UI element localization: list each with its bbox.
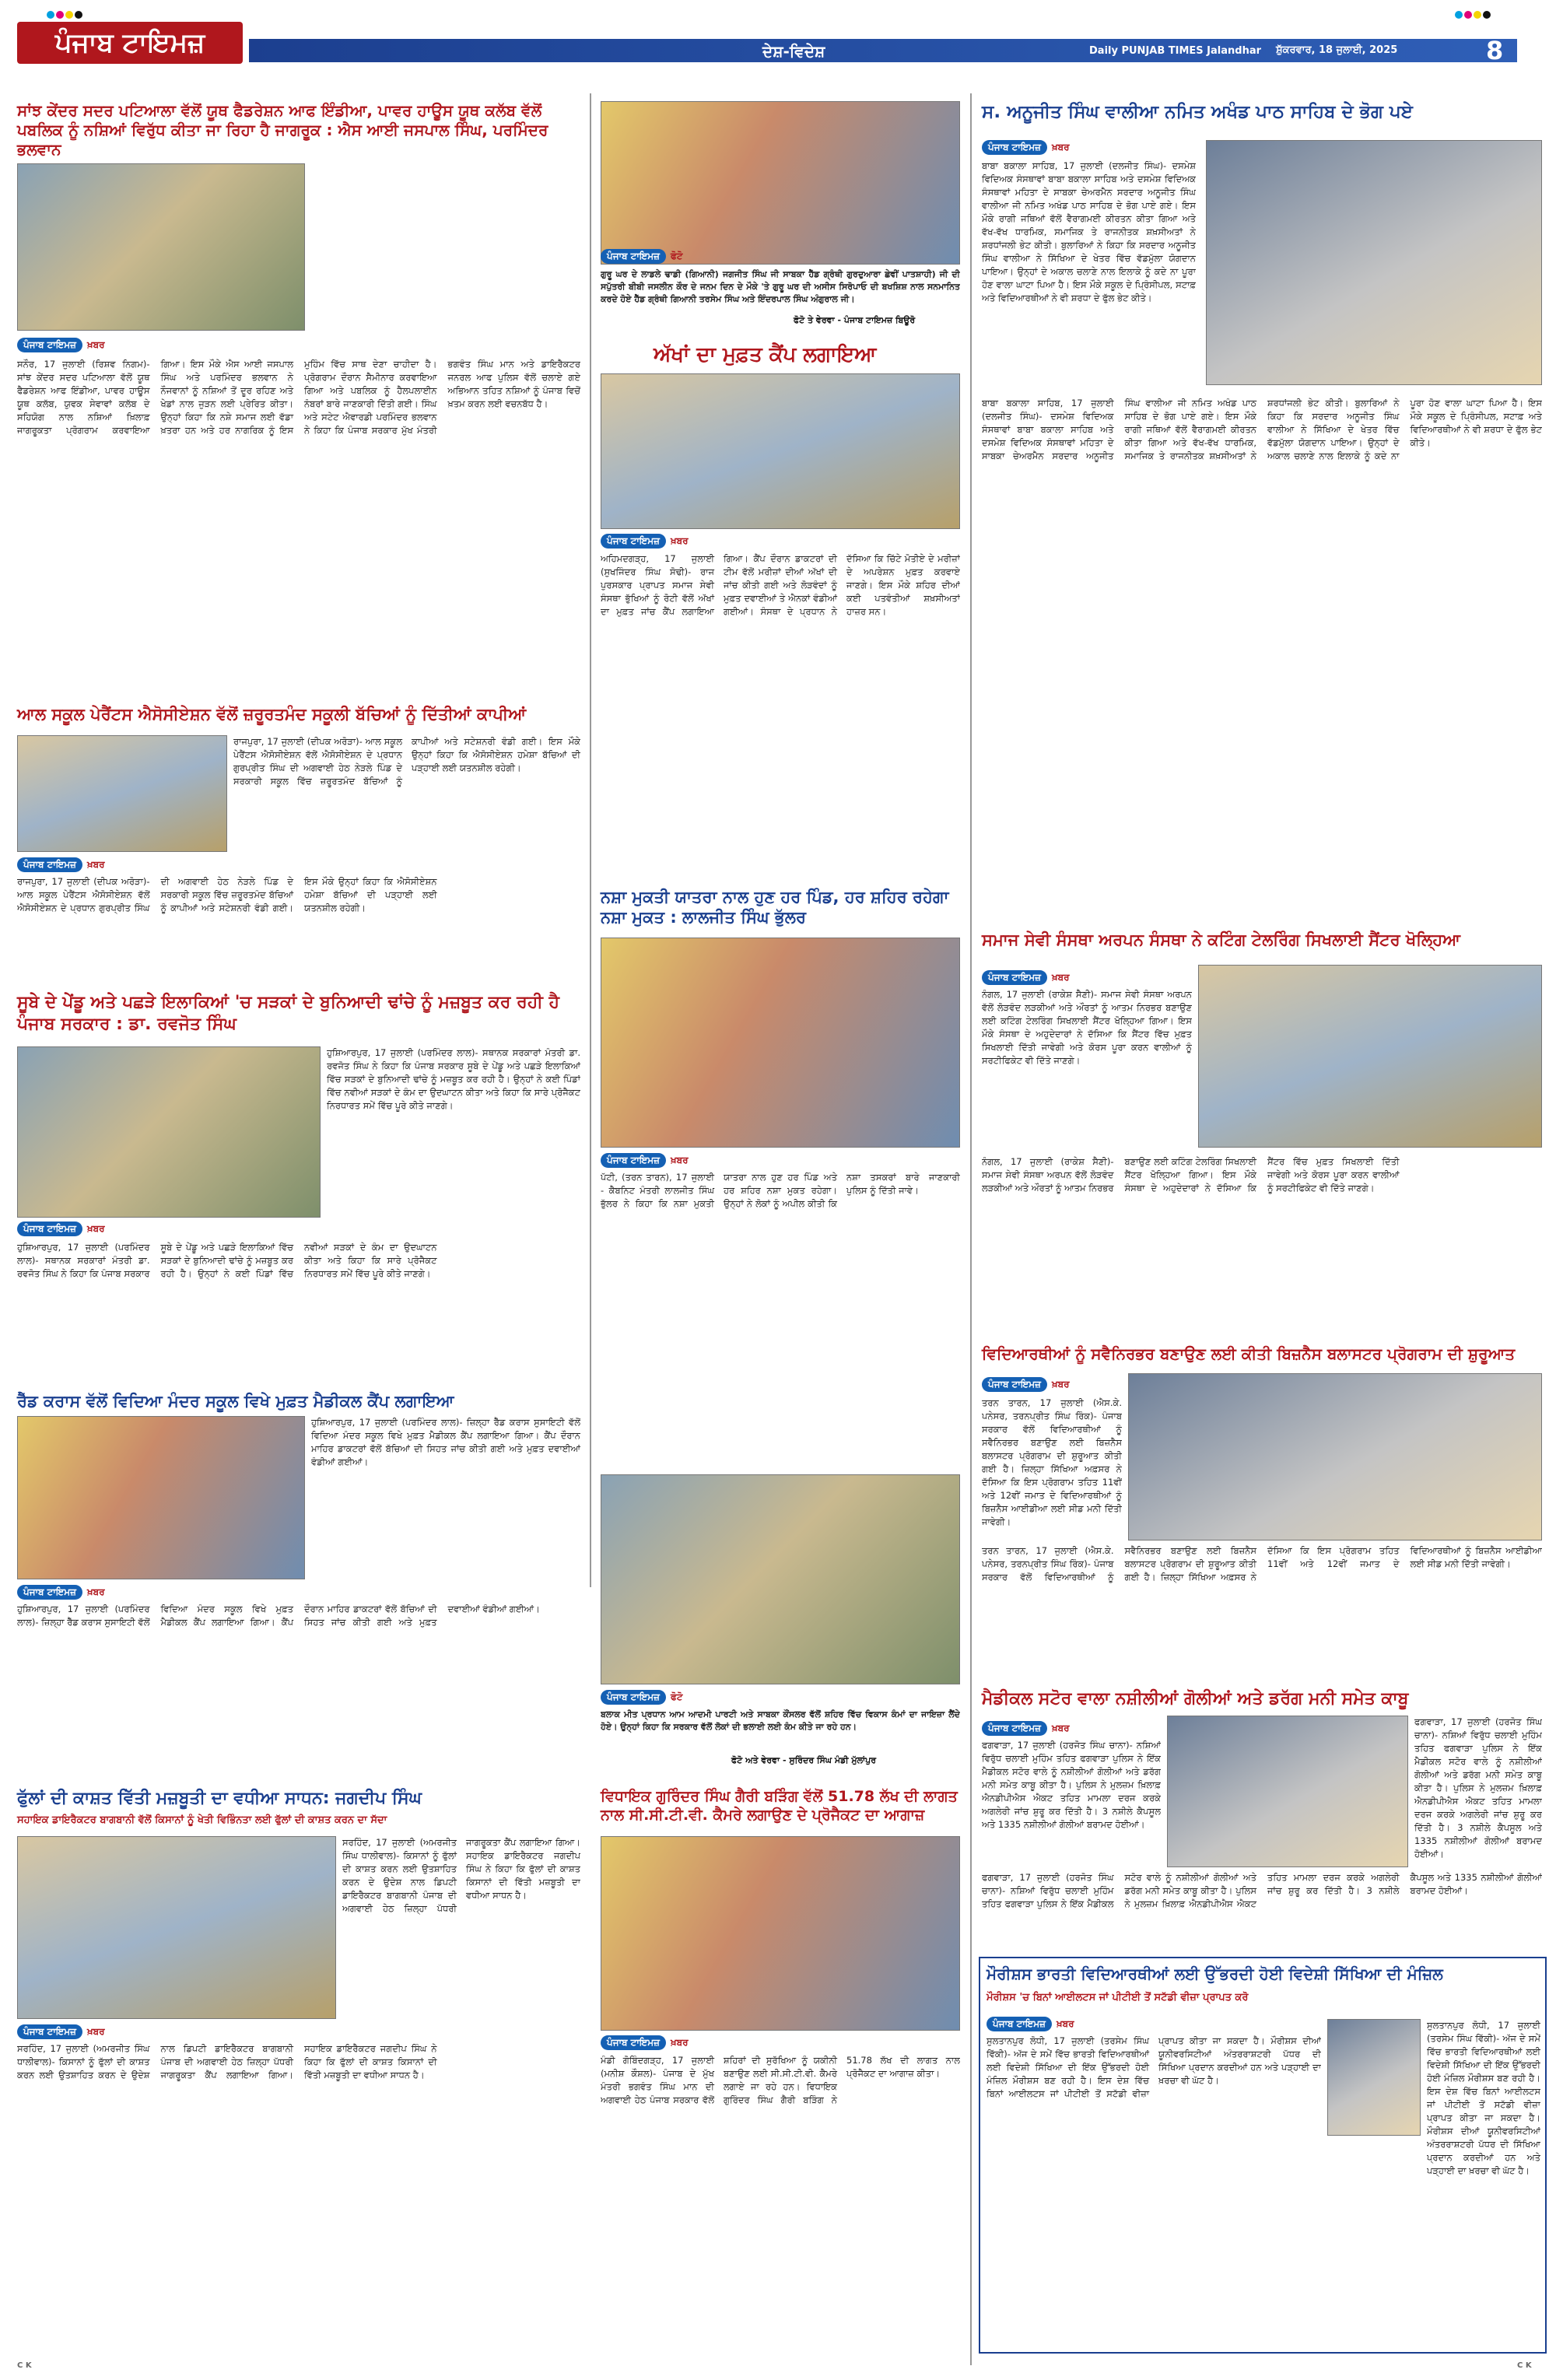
- article-photo: [17, 1416, 305, 1579]
- article-headline: ਵਿਦਿਆਰਥੀਆਂ ਨੂੰ ਸਵੈਨਿਰਭਰ ਬਣਾਉਣ ਲਈ ਕੀਤੀ ਬਿਜ਼ਨੈਸ ਬਲਾਸਟਰ ਪ੍ਰੋਗਰਾਮ ਦੀ ਸ਼ੁਰੂਆਤ: [982, 1344, 1516, 1363]
- article-photo: [1198, 965, 1542, 1148]
- article-headline: ਸ. ਅਨੂਜੀਤ ਸਿੰਘ ਵਾਲੀਆ ਨਮਿਤ ਅਖੰਡ ਪਾਠ ਸਾਹਿਬ ਦੇ ਭੋਗ ਪਏ: [982, 102, 1413, 122]
- byline-khabar: ਖ਼ਬਰ: [86, 1586, 105, 1597]
- byline-badge: ਪੰਜਾਬ ਟਾਇਮਜ਼: [601, 1690, 666, 1705]
- article-body-continued: ਸੁਲਤਾਨਪੁਰ ਲੋਧੀ, 17 ਜੁਲਾਈ (ਤਰਸੇਮ ਸਿੰਘ ਵਿੱਕੀ)- ਅੱਜ ਦੇ ਸਮੇਂ ਵਿੱਚ ਭਾਰਤੀ ਵਿਦਿਆਰਥੀਆਂ ਲਈ ਵਿਦੇਸ਼ੀ ਸਿੱਖਿਆ ਦੀ ਇੱਕ ਉੱਭਰਦੀ ਹੋਈ ਮੰਜ਼ਿਲ ਮੌਰੀਸ਼ਸ ਬਣ ਰਹੀ ਹੈ। ਇਸ ਦੇਸ਼ ਵਿੱਚ ਬਿਨਾਂ ਆਈਲਟਸ ਜਾਂ ਪੀਟੀਈ ਤੋਂ ਸਟੱਡੀ ਵੀਜ਼ਾ ਪ੍ਰਾਪਤ ਕੀਤਾ ਜਾ ਸਕਦਾ ਹੈ। ਮੌਰੀਸ਼ਸ ਦੀਆਂ ਯੂਨੀਵਰਸਿਟੀਆਂ ਅੰਤਰਰਾਸ਼ਟਰੀ ਪੱਧਰ ਦੀ ਸਿੱਖਿਆ ਪ੍ਰਦਾਨ ਕਰਦੀਆਂ ਹਨ ਅਤੇ ਪੜ੍ਹਾਈ ਦਾ ਖ਼ਰਚਾ ਵੀ ਘੱਟ ਹੈ।: [1427, 2020, 1540, 2176]
- byline-badge: ਪੰਜਾਬ ਟਾਇਮਜ਼: [17, 2024, 82, 2039]
- masthead-logo: [17, 22, 243, 64]
- section-title: ਦੇਸ਼-ਵਿਦੇਸ਼: [762, 42, 825, 61]
- article-subheadline: ਸਹਾਇਕ ਡਾਇਰੈਕਟਰ ਬਾਗਬਾਨੀ ਵੱਲੋਂ ਕਿਸਾਨਾਂ ਨੂੰ ਖੇਤੀ ਵਿਭਿੰਨਤਾ ਲਈ ਫੁੱਲਾਂ ਦੀ ਕਾਸ਼ਤ ਕਰਨ ਦਾ ਸੱਦਾ: [17, 1814, 387, 1826]
- byline-khabar: ਖ਼ਬਰ: [1051, 1378, 1070, 1390]
- byline-badge: ਪੰਜਾਬ ਟਾਇਮਜ਼: [982, 1721, 1047, 1736]
- byline-badge: ਪੰਜਾਬ ਟਾਇਮਜ਼: [601, 1153, 666, 1168]
- article-photo: [17, 163, 305, 331]
- article-headline: ਅੱਖਾਂ ਦਾ ਮੁਫ਼ਤ ਕੈਂਪ ਲਗਾਇਆ: [654, 343, 877, 366]
- cmyk-marks-right: [1455, 11, 1491, 19]
- byline-khabar: ਖ਼ਬਰ: [86, 338, 105, 350]
- byline-badge: ਪੰਜਾਬ ਟਾਇਮਜ਼: [601, 2035, 666, 2050]
- byline-badge: ਪੰਜਾਬ ਟਾਇਮਜ਼: [17, 338, 82, 352]
- article-body: ਰਾਜਪੁਰਾ, 17 ਜੁਲਾਈ (ਦੀਪਕ ਅਰੋੜਾ)- ਆਲ ਸਕੂਲ ਪੇਰੈਂਟਸ ਐਸੋਸੀਏਸ਼ਨ ਵੱਲੋਂ ਐਸੋਸੀਏਸ਼ਨ ਦੇ ਪ੍ਰਧਾਨ ਗੁਰਪ੍ਰੀਤ ਸਿੰਘ ਦੀ ਅਗਵਾਈ ਹੇਠ ਨੇੜਲੇ ਪਿੰਡ ਦੇ ਸਰਕਾਰੀ ਸਕੂਲ ਵਿੱਚ ਜ਼ਰੂਰਤਮੰਦ ਬੱਚਿਆਂ ਨੂੰ ਕਾਪੀਆਂ ਅਤੇ ਸਟੇਸ਼ਨਰੀ ਵੰਡੀ ਗਈ। ਇਸ ਮੌਕੇ ਉਨ੍ਹਾਂ ਕਿਹਾ ਕਿ ਐਸੋਸੀਏਸ਼ਨ ਹਮੇਸ਼ਾ ਬੱਚਿਆਂ ਦੀ ਪੜ੍ਹਾਈ ਲਈ ਯਤਨਸ਼ੀਲ ਰਹੇਗੀ।: [233, 736, 580, 787]
- article-body: ਨੰਗਲ, 17 ਜੁਲਾਈ (ਰਾਕੇਸ਼ ਸੈਣੀ)- ਸਮਾਜ ਸੇਵੀ ਸੰਸਥਾ ਅਰਪਨ ਵੱਲੋਂ ਲੋੜਵੰਦ ਲੜਕੀਆਂ ਅਤੇ ਔਰਤਾਂ ਨੂੰ ਆਤਮ ਨਿਰਭਰ ਬਣਾਉਣ ਲਈ ਕਟਿੰਗ ਟੇਲਰਿੰਗ ਸਿਖਲਾਈ ਸੈਂਟਰ ਖੋਲ੍ਹਿਆ ਗਿਆ। ਇਸ ਮੌਕੇ ਸੰਸਥਾ ਦੇ ਅਹੁਦੇਦਾਰਾਂ ਨੇ ਦੱਸਿਆ ਕਿ ਸੈਂਟਰ ਵਿੱਚ ਮੁਫ਼ਤ ਸਿਖਲਾਈ ਦਿੱਤੀ ਜਾਵੇਗੀ ਅਤੇ ਕੋਰਸ ਪੂਰਾ ਕਰਨ ਵਾਲੀਆਂ ਨੂੰ ਸਰਟੀਫਿਕੇਟ ਵੀ ਦਿੱਤੇ ਜਾਣਗੇ।: [982, 989, 1192, 1066]
- article-body-continued: ਰਾਜਪੁਰਾ, 17 ਜੁਲਾਈ (ਦੀਪਕ ਅਰੋੜਾ)- ਆਲ ਸਕੂਲ ਪੇਰੈਂਟਸ ਐਸੋਸੀਏਸ਼ਨ ਵੱਲੋਂ ਐਸੋਸੀਏਸ਼ਨ ਦੇ ਪ੍ਰਧਾਨ ਗੁਰਪ੍ਰੀਤ ਸਿੰਘ ਦੀ ਅਗਵਾਈ ਹੇਠ ਨੇੜਲੇ ਪਿੰਡ ਦੇ ਸਰਕਾਰੀ ਸਕੂਲ ਵਿੱਚ ਜ਼ਰੂਰਤਮੰਦ ਬੱਚਿਆਂ ਨੂੰ ਕਾਪੀਆਂ ਅਤੇ ਸਟੇਸ਼ਨਰੀ ਵੰਡੀ ਗਈ। ਇਸ ਮੌਕੇ ਉਨ੍ਹਾਂ ਕਿਹਾ ਕਿ ਐਸੋਸੀਏਸ਼ਨ ਹਮੇਸ਼ਾ ਬੱਚਿਆਂ ਦੀ ਪੜ੍ਹਾਈ ਲਈ ਯਤਨਸ਼ੀਲ ਰਹੇਗੀ।: [17, 876, 437, 913]
- article-body: ਹੁਸ਼ਿਆਰਪੁਰ, 17 ਜੁਲਾਈ (ਪਰਮਿੰਦਰ ਲਾਲ)- ਸਥਾਨਕ ਸਰਕਾਰਾਂ ਮੰਤਰੀ ਡਾ. ਰਵਜੋਤ ਸਿੰਘ ਨੇ ਕਿਹਾ ਕਿ ਪੰਜਾਬ ਸਰਕਾਰ ਸੂਬੇ ਦੇ ਪੇਂਡੂ ਅਤੇ ਪਛੜੇ ਇਲਾਕਿਆਂ ਵਿੱਚ ਸੜਕਾਂ ਦੇ ਬੁਨਿਆਦੀ ਢਾਂਚੇ ਨੂੰ ਮਜ਼ਬੂਤ ਕਰ ਰਹੀ ਹੈ। ਉਨ੍ਹਾਂ ਨੇ ਕਈ ਪਿੰਡਾਂ ਵਿੱਚ ਨਵੀਆਂ ਸੜਕਾਂ ਦੇ ਕੰਮ ਦਾ ਉਦਘਾਟਨ ਕੀਤਾ ਅਤੇ ਕਿਹਾ ਕਿ ਸਾਰੇ ਪ੍ਰੋਜੈਕਟ ਨਿਰਧਾਰਤ ਸਮੇਂ ਵਿੱਚ ਪੂਰੇ ਕੀਤੇ ਜਾਣਗੇ।: [327, 1047, 580, 1111]
- person-photo: [1327, 2019, 1421, 2136]
- article-photo: [1206, 140, 1542, 385]
- article-photo: [1128, 1373, 1542, 1541]
- article-headline: ਸਾਂਝ ਕੇਂਦਰ ਸਦਰ ਪਟਿਆਲਾ ਵੱਲੋਂ ਯੂਥ ਫੈਡਰੇਸ਼ਨ ਆਫ ਇੰਡੀਆ, ਪਾਵਰ ਹਾਊਸ ਯੂਥ ਕਲੱਬ ਵੱਲੋਂ ਪਬਲਿਕ ਨੂੰ ਨਸ਼ਿਆਂ ਵਿਰੁੱਧ ਕੀਤਾ ਜਾ ਰਿਹਾ ਹੈ ਜਾਗਰੂਕ : ਐਸ ਆਈ ਜਸਪਾਲ ਸਿੰਘ, ਪਰਮਿੰਦਰ ਭਲਵਾਨ: [17, 101, 548, 159]
- byline-khabar: ਖ਼ਬਰ: [1051, 971, 1070, 983]
- byline-badge: ਪੰਜਾਬ ਟਾਇਮਜ਼: [17, 1222, 82, 1236]
- article-body-continued: ਤਰਨ ਤਾਰਨ, 17 ਜੁਲਾਈ (ਐਸ.ਕੇ. ਪਨੇਸਰ, ਤਰਨਪ੍ਰੀਤ ਸਿੰਘ ਰਿੰਕ)- ਪੰਜਾਬ ਸਰਕਾਰ ਵੱਲੋਂ ਵਿਦਿਆਰਥੀਆਂ ਨੂੰ ਸਵੈਨਿਰਭਰ ਬਣਾਉਣ ਲਈ ਬਿਜ਼ਨੈਸ ਬਲਾਸਟਰ ਪ੍ਰੋਗਰਾਮ ਦੀ ਸ਼ੁਰੂਆਤ ਕੀਤੀ ਗਈ ਹੈ। ਜ਼ਿਲ੍ਹਾ ਸਿੱਖਿਆ ਅਫ਼ਸਰ ਨੇ ਦੱਸਿਆ ਕਿ ਇਸ ਪ੍ਰੋਗਰਾਮ ਤਹਿਤ 11ਵੀਂ ਅਤੇ 12ਵੀਂ ਜਮਾਤ ਦੇ ਵਿਦਿਆਰਥੀਆਂ ਨੂੰ ਬਿਜ਼ਨੈਸ ਆਈਡੀਆ ਲਈ ਸੀਡ ਮਨੀ ਦਿੱਤੀ ਜਾਵੇਗੀ।: [982, 1545, 1542, 1583]
- byline-badge: ਪੰਜਾਬ ਟਾਇਮਜ਼: [17, 1585, 82, 1600]
- article-body: ਅਹਿਮਦਗੜ੍ਹ, 17 ਜੁਲਾਈ (ਸੁਖਜਿੰਦਰ ਸਿੰਘ ਸੋਢੀ)- ਰਾਜ ਪੁਰਸਕਾਰ ਪ੍ਰਾਪਤ ਸਮਾਜ ਸੇਵੀ ਸੰਸਥਾ ਭੁੱਖਿਆਂ ਨੂੰ ਰੋਟੀ ਵੱਲੋਂ ਅੱਖਾਂ ਦਾ ਮੁਫ਼ਤ ਜਾਂਚ ਕੈਂਪ ਲਗਾਇਆ ਗਿਆ। ਕੈਂਪ ਦੌਰਾਨ ਡਾਕਟਰਾਂ ਦੀ ਟੀਮ ਵੱਲੋਂ ਮਰੀਜ਼ਾਂ ਦੀਆਂ ਅੱਖਾਂ ਦੀ ਜਾਂਚ ਕੀਤੀ ਗਈ ਅਤੇ ਲੋੜਵੰਦਾਂ ਨੂੰ ਮੁਫ਼ਤ ਦਵਾਈਆਂ ਤੇ ਐਨਕਾਂ ਵੰਡੀਆਂ ਗਈਆਂ। ਸੰਸਥਾ ਦੇ ਪ੍ਰਧਾਨ ਨੇ ਦੱਸਿਆ ਕਿ ਚਿੱਟੇ ਮੋਤੀਏ ਦੇ ਮਰੀਜ਼ਾਂ ਦੇ ਅਪਰੇਸ਼ਨ ਮੁਫ਼ਤ ਕਰਵਾਏ ਜਾਣਗੇ। ਇਸ ਮੌਕੇ ਸ਼ਹਿਰ ਦੀਆਂ ਕਈ ਪਤਵੰਤੀਆਂ ਸ਼ਖ਼ਸੀਅਤਾਂ ਹਾਜ਼ਰ ਸਨ।: [601, 553, 960, 617]
- byline-tag: [601, 2034, 748, 2051]
- article-photo: [601, 1836, 960, 2031]
- byline-badge: ਪੰਜਾਬ ਟਾਇਮਜ਼: [601, 249, 666, 264]
- byline-tag: [601, 532, 748, 549]
- article-photo: [1167, 1716, 1408, 1867]
- article-photo: [601, 938, 960, 1148]
- column-rule: [590, 93, 591, 1587]
- article-body: ਸੁਲਤਾਨਪੁਰ ਲੋਧੀ, 17 ਜੁਲਾਈ (ਤਰਸੇਮ ਸਿੰਘ ਵਿੱਕੀ)- ਅੱਜ ਦੇ ਸਮੇਂ ਵਿੱਚ ਭਾਰਤੀ ਵਿਦਿਆਰਥੀਆਂ ਲਈ ਵਿਦੇਸ਼ੀ ਸਿੱਖਿਆ ਦੀ ਇੱਕ ਉੱਭਰਦੀ ਹੋਈ ਮੰਜ਼ਿਲ ਮੌਰੀਸ਼ਸ ਬਣ ਰਹੀ ਹੈ। ਇਸ ਦੇਸ਼ ਵਿੱਚ ਬਿਨਾਂ ਆਈਲਟਸ ਜਾਂ ਪੀਟੀਈ ਤੋਂ ਸਟੱਡੀ ਵੀਜ਼ਾ ਪ੍ਰਾਪਤ ਕੀਤਾ ਜਾ ਸਕਦਾ ਹੈ। ਮੌਰੀਸ਼ਸ ਦੀਆਂ ਯੂਨੀਵਰਸਿਟੀਆਂ ਅੰਤਰਰਾਸ਼ਟਰੀ ਪੱਧਰ ਦੀ ਸਿੱਖਿਆ ਪ੍ਰਦਾਨ ਕਰਦੀਆਂ ਹਨ ਅਤੇ ਪੜ੍ਹਾਈ ਦਾ ਖ਼ਰਚਾ ਵੀ ਘੱਟ ਹੈ।: [987, 2035, 1321, 2099]
- article-body-continued: ਸਰਹਿੰਦ, 17 ਜੁਲਾਈ (ਅਮਰਜੀਤ ਸਿੰਘ ਧਾਲੀਵਾਲ)- ਕਿਸਾਨਾਂ ਨੂੰ ਫੁੱਲਾਂ ਦੀ ਕਾਸ਼ਤ ਕਰਨ ਲਈ ਉਤਸ਼ਾਹਿਤ ਕਰਨ ਦੇ ਉਦੇਸ਼ ਨਾਲ ਡਿਪਟੀ ਡਾਇਰੈਕਟਰ ਬਾਗਬਾਨੀ ਪੰਜਾਬ ਦੀ ਅਗਵਾਈ ਹੇਠ ਜ਼ਿਲ੍ਹਾ ਪੱਧਰੀ ਜਾਗਰੂਕਤਾ ਕੈਂਪ ਲਗਾਇਆ ਗਿਆ। ਸਹਾਇਕ ਡਾਇਰੈਕਟਰ ਜਗਦੀਪ ਸਿੰਘ ਨੇ ਕਿਹਾ ਕਿ ਫੁੱਲਾਂ ਦੀ ਕਾਸ਼ਤ ਕਿਸਾਨਾਂ ਦੀ ਵਿੱਤੀ ਮਜ਼ਬੂਤੀ ਦਾ ਵਧੀਆ ਸਾਧਨ ਹੈ।: [17, 2043, 437, 2080]
- article-body: ਸਰਹਿੰਦ, 17 ਜੁਲਾਈ (ਅਮਰਜੀਤ ਸਿੰਘ ਧਾਲੀਵਾਲ)- ਕਿਸਾਨਾਂ ਨੂੰ ਫੁੱਲਾਂ ਦੀ ਕਾਸ਼ਤ ਕਰਨ ਲਈ ਉਤਸ਼ਾਹਿਤ ਕਰਨ ਦੇ ਉਦੇਸ਼ ਨਾਲ ਡਿਪਟੀ ਡਾਇਰੈਕਟਰ ਬਾਗਬਾਨੀ ਪੰਜਾਬ ਦੀ ਅਗਵਾਈ ਹੇਠ ਜ਼ਿਲ੍ਹਾ ਪੱਧਰੀ ਜਾਗਰੂਕਤਾ ਕੈਂਪ ਲਗਾਇਆ ਗਿਆ। ਸਹਾਇਕ ਡਾਇਰੈਕਟਰ ਜਗਦੀਪ ਸਿੰਘ ਨੇ ਕਿਹਾ ਕਿ ਫੁੱਲਾਂ ਦੀ ਕਾਸ਼ਤ ਕਿਸਾਨਾਂ ਦੀ ਵਿੱਤੀ ਮਜ਼ਬੂਤੀ ਦਾ ਵਧੀਆ ਸਾਧਨ ਹੈ।: [342, 1837, 580, 1914]
- article-photo: [601, 101, 960, 265]
- byline-badge: ਪੰਜਾਬ ਟਾਇਮਜ਼: [987, 2017, 1052, 2031]
- article-body-continued: ਬਾਬਾ ਬਕਾਲਾ ਸਾਹਿਬ, 17 ਜੁਲਾਈ (ਦਲਜੀਤ ਸਿੰਘ)- ਦਸਮੇਸ਼ ਵਿਦਿਅਕ ਸੰਸਥਾਵਾਂ ਬਾਬਾ ਬਕਾਲਾ ਸਾਹਿਬ ਅਤੇ ਦਸਮੇਸ਼ ਵਿਦਿਅਕ ਸੰਸਥਾਵਾਂ ਮਹਿਤਾ ਦੇ ਸਾਬਕਾ ਚੇਅਰਮੈਨ ਸਰਦਾਰ ਅਨੂਜੀਤ ਸਿੰਘ ਵਾਲੀਆ ਜੀ ਨਮਿਤ ਅਖੰਡ ਪਾਠ ਸਾਹਿਬ ਦੇ ਭੋਗ ਪਾਏ ਗਏ। ਇਸ ਮੌਕੇ ਰਾਗੀ ਜਥਿਆਂ ਵੱਲੋਂ ਵੈਰਾਗਮਈ ਕੀਰਤਨ ਕੀਤਾ ਗਿਆ ਅਤੇ ਵੱਖ-ਵੱਖ ਧਾਰਮਿਕ, ਸਮਾਜਿਕ ਤੇ ਰਾਜਨੀਤਕ ਸ਼ਖ਼ਸੀਅਤਾਂ ਨੇ ਸ਼ਰਧਾਂਜਲੀ ਭੇਟ ਕੀਤੀ। ਬੁਲਾਰਿਆਂ ਨੇ ਕਿਹਾ ਕਿ ਸਰਦਾਰ ਅਨੂਜੀਤ ਸਿੰਘ ਵਾਲੀਆ ਨੇ ਸਿੱਖਿਆ ਦੇ ਖੇਤਰ ਵਿੱਚ ਵੱਡਮੁੱਲਾ ਯੋਗਦਾਨ ਪਾਇਆ। ਉਨ੍ਹਾਂ ਦੇ ਅਕਾਲ ਚਲਾਣੇ ਨਾਲ ਇਲਾਕੇ ਨੂੰ ਕਦੇ ਨਾ ਪੂਰਾ ਹੋਣ ਵਾਲਾ ਘਾਟਾ ਪਿਆ ਹੈ। ਇਸ ਮੌਕੇ ਸਕੂਲ ਦੇ ਪ੍ਰਿੰਸੀਪਲ, ਸਟਾਫ਼ ਅਤੇ ਵਿਦਿਆਰਥੀਆਂ ਨੇ ਵੀ ਸ਼ਰਧਾ ਦੇ ਫੁੱਲ ਭੇਟ ਕੀਤੇ।: [982, 398, 1542, 461]
- header-bar: [0, 0, 1556, 67]
- article-body: ਪੱਟੀ, (ਤਰਨ ਤਾਰਨ), 17 ਜੁਲਾਈ - ਕੈਬਨਿਟ ਮੰਤਰੀ ਲਾਲਜੀਤ ਸਿੰਘ ਭੁੱਲਰ ਨੇ ਕਿਹਾ ਕਿ ਨਸ਼ਾ ਮੁਕਤੀ ਯਾਤਰਾ ਨਾਲ ਹੁਣ ਹਰ ਪਿੰਡ ਅਤੇ ਹਰ ਸ਼ਹਿਰ ਨਸ਼ਾ ਮੁਕਤ ਰਹੇਗਾ। ਉਨ੍ਹਾਂ ਨੇ ਲੋਕਾਂ ਨੂੰ ਅਪੀਲ ਕੀਤੀ ਕਿ ਨਸ਼ਾ ਤਸਕਰਾਂ ਬਾਰੇ ਜਾਣਕਾਰੀ ਪੁਲਿਸ ਨੂੰ ਦਿੱਤੀ ਜਾਵੇ।: [601, 1172, 960, 1209]
- article-body: ਸਨੌਰ, 17 ਜੁਲਾਈ (ਰਿਸ਼ਵ ਨਿਗਮ)- ਸਾਂਝ ਕੇਂਦਰ ਸਦਰ ਪਟਿਆਲਾ ਵੱਲੋਂ ਯੂਥ ਫੈਡਰੇਸ਼ਨ ਆਫ ਇੰਡੀਆ, ਪਾਵਰ ਹਾਊਸ ਯੂਥ ਕਲੱਬ, ਯੁਵਕ ਸੇਵਾਵਾਂ ਕਲੱਬ ਦੇ ਸਹਿਯੋਗ ਨਾਲ ਨਸ਼ਿਆਂ ਖ਼ਿਲਾਫ਼ ਜਾਗਰੂਕਤਾ ਪ੍ਰੋਗਰਾਮ ਕਰਵਾਇਆ ਗਿਆ। ਇਸ ਮੌਕੇ ਐਸ ਆਈ ਜਸਪਾਲ ਸਿੰਘ ਅਤੇ ਪਰਮਿੰਦਰ ਭਲਵਾਨ ਨੇ ਨੌਜਵਾਨਾਂ ਨੂੰ ਨਸ਼ਿਆਂ ਤੋਂ ਦੂਰ ਰਹਿਣ ਅਤੇ ਖੇਡਾਂ ਨਾਲ ਜੁੜਨ ਲਈ ਪ੍ਰੇਰਿਤ ਕੀਤਾ। ਉਨ੍ਹਾਂ ਕਿਹਾ ਕਿ ਨਸ਼ੇ ਸਮਾਜ ਲਈ ਵੱਡਾ ਖ਼ਤਰਾ ਹਨ ਅਤੇ ਹਰ ਨਾਗਰਿਕ ਨੂੰ ਇਸ ਮੁਹਿੰਮ ਵਿੱਚ ਸਾਥ ਦੇਣਾ ਚਾਹੀਦਾ ਹੈ। ਪ੍ਰੋਗਰਾਮ ਦੌਰਾਨ ਸੈਮੀਨਾਰ ਕਰਵਾਇਆ ਗਿਆ ਅਤੇ ਪਬਲਿਕ ਨੂੰ ਹੈਲਪਲਾਈਨ ਨੰਬਰਾਂ ਬਾਰੇ ਜਾਣਕਾਰੀ ਦਿੱਤੀ ਗਈ। ਸਿੰਘ ਅਤੇ ਸਟੇਟ ਐਵਾਰਡੀ ਪਰਮਿੰਦਰ ਭਲਵਾਨ ਨੇ ਕਿਹਾ ਕਿ ਪੰਜਾਬ ਸਰਕਾਰ ਮੁੱਖ ਮੰਤਰੀ ਭਗਵੰਤ ਸਿੰਘ ਮਾਨ ਅਤੇ ਡਾਇਰੈਕਟਰ ਜਨਰਲ ਆਫ ਪੁਲਿਸ ਵੱਲੋਂ ਚਲਾਏ ਗਏ ਅਭਿਆਨ ਤਹਿਤ ਨਸ਼ਿਆਂ ਨੂੰ ਪੰਜਾਬ ਵਿਚੋਂ ਖ਼ਤਮ ਕਰਨ ਲਈ ਵਚਨਬੱਧ ਹੈ।: [17, 359, 580, 436]
- article-body: ਮੰਡੀ ਗੋਬਿੰਦਗੜ੍ਹ, 17 ਜੁਲਾਈ (ਮਨੀਸ਼ ਕੌਸ਼ਲ)- ਪੰਜਾਬ ਦੇ ਮੁੱਖ ਮੰਤਰੀ ਭਗਵੰਤ ਸਿੰਘ ਮਾਨ ਦੀ ਅਗਵਾਈ ਹੇਠ ਪੰਜਾਬ ਸਰਕਾਰ ਵੱਲੋਂ ਸ਼ਹਿਰਾਂ ਦੀ ਸੁਰੱਖਿਆ ਨੂੰ ਯਕੀਨੀ ਬਣਾਉਣ ਲਈ ਸੀ.ਸੀ.ਟੀ.ਵੀ. ਕੈਮਰੇ ਲਗਾਏ ਜਾ ਰਹੇ ਹਨ। ਵਿਧਾਇਕ ਗੁਰਿੰਦਰ ਸਿੰਘ ਗੈਰੀ ਬੜਿੰਗ ਨੇ 51.78 ਲੱਖ ਦੀ ਲਾਗਤ ਨਾਲ ਪ੍ਰੋਜੈਕਟ ਦਾ ਆਗਾਜ਼ ਕੀਤਾ।: [601, 2055, 960, 2105]
- article-body-continued: ਹੁਸ਼ਿਆਰਪੁਰ, 17 ਜੁਲਾਈ (ਪਰਮਿੰਦਰ ਲਾਲ)- ਸਥਾਨਕ ਸਰਕਾਰਾਂ ਮੰਤਰੀ ਡਾ. ਰਵਜੋਤ ਸਿੰਘ ਨੇ ਕਿਹਾ ਕਿ ਪੰਜਾਬ ਸਰਕਾਰ ਸੂਬੇ ਦੇ ਪੇਂਡੂ ਅਤੇ ਪਛੜੇ ਇਲਾਕਿਆਂ ਵਿੱਚ ਸੜਕਾਂ ਦੇ ਬੁਨਿਆਦੀ ਢਾਂਚੇ ਨੂੰ ਮਜ਼ਬੂਤ ਕਰ ਰਹੀ ਹੈ। ਉਨ੍ਹਾਂ ਨੇ ਕਈ ਪਿੰਡਾਂ ਵਿੱਚ ਨਵੀਆਂ ਸੜਕਾਂ ਦੇ ਕੰਮ ਦਾ ਉਦਘਾਟਨ ਕੀਤਾ ਅਤੇ ਕਿਹਾ ਕਿ ਸਾਰੇ ਪ੍ਰੋਜੈਕਟ ਨਿਰਧਾਰਤ ਸਮੇਂ ਵਿੱਚ ਪੂਰੇ ਕੀਤੇ ਜਾਣਗੇ।: [17, 1242, 437, 1279]
- byline-tag: [17, 2023, 165, 2040]
- footer-cmyk-right: C K: [1517, 2361, 1532, 2370]
- article-headline: ਮੈਡੀਕਲ ਸਟੋਰ ਵਾਲਾ ਨਸ਼ੀਲੀਆਂ ਗੋਲੀਆਂ ਅਤੇ ਡਰੱਗ ਮਨੀ ਸਮੇਤ ਕਾਬੂ: [982, 1689, 1409, 1709]
- article-body: ਤਰਨ ਤਾਰਨ, 17 ਜੁਲਾਈ (ਐਸ.ਕੇ. ਪਨੇਸਰ, ਤਰਨਪ੍ਰੀਤ ਸਿੰਘ ਰਿੰਕ)- ਪੰਜਾਬ ਸਰਕਾਰ ਵੱਲੋਂ ਵਿਦਿਆਰਥੀਆਂ ਨੂੰ ਸਵੈਨਿਰਭਰ ਬਣਾਉਣ ਲਈ ਬਿਜ਼ਨੈਸ ਬਲਾਸਟਰ ਪ੍ਰੋਗਰਾਮ ਦੀ ਸ਼ੁਰੂਆਤ ਕੀਤੀ ਗਈ ਹੈ। ਜ਼ਿਲ੍ਹਾ ਸਿੱਖਿਆ ਅਫ਼ਸਰ ਨੇ ਦੱਸਿਆ ਕਿ ਇਸ ਪ੍ਰੋਗਰਾਮ ਤਹਿਤ 11ਵੀਂ ਅਤੇ 12ਵੀਂ ਜਮਾਤ ਦੇ ਵਿਦਿਆਰਥੀਆਂ ਨੂੰ ਬਿਜ਼ਨੈਸ ਆਈਡੀਆ ਲਈ ਸੀਡ ਮਨੀ ਦਿੱਤੀ ਜਾਵੇਗੀ।: [982, 1397, 1122, 1527]
- photo-credit: ਫੋਟੋ ਤੇ ਵੇਰਵਾ - ਪੰਜਾਬ ਟਾਇਮਜ਼ ਬਿਊਰੋ: [794, 315, 916, 325]
- byline-khabar: ਖ਼ਬਰ: [86, 858, 105, 870]
- byline-tag: [17, 336, 165, 353]
- article-photo: [17, 1046, 321, 1218]
- byline-badge: ਪੰਜਾਬ ਟਾਇਮਜ਼: [982, 1377, 1047, 1392]
- masthead-logo-text: ਪੰਜਾਬ ਟਾਇਮਜ਼: [54, 27, 205, 58]
- article-body: ਫਗਵਾੜਾ, 17 ਜੁਲਾਈ (ਹਰਜੋਤ ਸਿੰਘ ਚਾਨਾ)- ਨਸ਼ਿਆਂ ਵਿਰੁੱਧ ਚਲਾਈ ਮੁਹਿੰਮ ਤਹਿਤ ਫਗਵਾੜਾ ਪੁਲਿਸ ਨੇ ਇੱਕ ਮੈਡੀਕਲ ਸਟੋਰ ਵਾਲੇ ਨੂੰ ਨਸ਼ੀਲੀਆਂ ਗੋਲੀਆਂ ਅਤੇ ਡਰੱਗ ਮਨੀ ਸਮੇਤ ਕਾਬੂ ਕੀਤਾ ਹੈ। ਪੁਲਿਸ ਨੇ ਮੁਲਜ਼ਮ ਖ਼ਿਲਾਫ਼ ਐਨਡੀਪੀਐਸ ਐਕਟ ਤਹਿਤ ਮਾਮਲਾ ਦਰਜ ਕਰਕੇ ਅਗਲੇਰੀ ਜਾਂਚ ਸ਼ੁਰੂ ਕਰ ਦਿੱਤੀ ਹੈ। 3 ਨਸ਼ੀਲੇ ਕੈਪਸੂਲ ਅਤੇ 1335 ਨਸ਼ੀਲੀਆਂ ਗੋਲੀਆਂ ਬਰਾਮਦ ਹੋਈਆਂ।: [982, 1740, 1161, 1830]
- article-headline: ਵਿਧਾਇਕ ਗੁਰਿੰਦਰ ਸਿੰਘ ਗੈਰੀ ਬੜਿੰਗ ਵੱਲੋਂ 51.78 ਲੱਖ ਦੀ ਲਾਗਤ ਨਾਲ ਸੀ.ਸੀ.ਟੀ.ਵੀ. ਕੈਮਰੇ ਲਗਾਉਣ ਦੇ ਪ੍ਰੋਜੈਕਟ ਦਾ ਆਗਾਜ਼: [601, 1788, 958, 1824]
- article-body-continued: ਨੰਗਲ, 17 ਜੁਲਾਈ (ਰਾਕੇਸ਼ ਸੈਣੀ)- ਸਮਾਜ ਸੇਵੀ ਸੰਸਥਾ ਅਰਪਨ ਵੱਲੋਂ ਲੋੜਵੰਦ ਲੜਕੀਆਂ ਅਤੇ ਔਰਤਾਂ ਨੂੰ ਆਤਮ ਨਿਰਭਰ ਬਣਾਉਣ ਲਈ ਕਟਿੰਗ ਟੇਲਰਿੰਗ ਸਿਖਲਾਈ ਸੈਂਟਰ ਖੋਲ੍ਹਿਆ ਗਿਆ। ਇਸ ਮੌਕੇ ਸੰਸਥਾ ਦੇ ਅਹੁਦੇਦਾਰਾਂ ਨੇ ਦੱਸਿਆ ਕਿ ਸੈਂਟਰ ਵਿੱਚ ਮੁਫ਼ਤ ਸਿਖਲਾਈ ਦਿੱਤੀ ਜਾਵੇਗੀ ਅਤੇ ਕੋਰਸ ਪੂਰਾ ਕਰਨ ਵਾਲੀਆਂ ਨੂੰ ਸਰਟੀਫਿਕੇਟ ਵੀ ਦਿੱਤੇ ਜਾਣਗੇ।: [982, 1156, 1400, 1194]
- cmyk-marks-left: [47, 11, 82, 19]
- article-headline: ਰੈੱਡ ਕਰਾਸ ਵੱਲੋਂ ਵਿਦਿਆ ਮੰਦਰ ਸਕੂਲ ਵਿਖੇ ਮੁਫ਼ਤ ਮੈਡੀਕਲ ਕੈਂਪ ਲਗਾਇਆ: [17, 1392, 454, 1411]
- article-body-continued: ਫਗਵਾੜਾ, 17 ਜੁਲਾਈ (ਹਰਜੋਤ ਸਿੰਘ ਚਾਨਾ)- ਨਸ਼ਿਆਂ ਵਿਰੁੱਧ ਚਲਾਈ ਮੁਹਿੰਮ ਤਹਿਤ ਫਗਵਾੜਾ ਪੁਲਿਸ ਨੇ ਇੱਕ ਮੈਡੀਕਲ ਸਟੋਰ ਵਾਲੇ ਨੂੰ ਨਸ਼ੀਲੀਆਂ ਗੋਲੀਆਂ ਅਤੇ ਡਰੱਗ ਮਨੀ ਸਮੇਤ ਕਾਬੂ ਕੀਤਾ ਹੈ। ਪੁਲਿਸ ਨੇ ਮੁਲਜ਼ਮ ਖ਼ਿਲਾਫ਼ ਐਨਡੀਪੀਐਸ ਐਕਟ ਤਹਿਤ ਮਾਮਲਾ ਦਰਜ ਕਰਕੇ ਅਗਲੇਰੀ ਜਾਂਚ ਸ਼ੁਰੂ ਕਰ ਦਿੱਤੀ ਹੈ। 3 ਨਸ਼ੀਲੇ ਕੈਪਸੂਲ ਅਤੇ 1335 ਨਸ਼ੀਲੀਆਂ ਗੋਲੀਆਂ ਬਰਾਮਦ ਹੋਈਆਂ।: [982, 1872, 1542, 1909]
- byline-tag: [987, 2015, 1134, 2032]
- byline-khabar: ਖ਼ਬਰ: [670, 1154, 689, 1165]
- byline-tag: [982, 138, 1130, 156]
- paper-name: Daily PUNJAB TIMES Jalandhar: [1089, 45, 1262, 57]
- photo-caption: ਗੁਰੂ ਘਰ ਦੇ ਲਾਡਲੇ ਢਾਡੀ (ਗਿਆਨੀ) ਜਗਜੀਤ ਸਿੰਘ ਜੀ ਸਾਬਕਾ ਹੈੱਡ ਗ੍ਰੰਥੀ ਗੁਰਦੁਆਰਾ ਛੇਵੀਂ ਪਾਤਸ਼ਾਹੀ) ਜੀ ਦੀ ਸਪੁੱਤਰੀ ਬੀਬੀ ਜਸਲੀਨ ਕੌਰ ਦੇ ਜਨਮ ਦਿਨ ਦੇ ਮੌਕੇ 'ਤੇ ਗੁਰੂ ਘਰ ਦੀ ਅਸੀਸ ਸਿਰੋਪਾਓ ਦੀ ਬਖਸ਼ਿਸ਼ ਨਾਲ ਸਨਮਾਨਿਤ ਕਰਦੇ ਹੋਏ ਹੈੱਡ ਗ੍ਰੰਥੀ ਗਿਆਨੀ ਤਰਸੇਮ ਸਿੰਘ ਅਤੇ ਇੰਦਰਪਾਲ ਸਿੰਘ ਅੰਗੁਰਾਲ ਜੀ।: [601, 269, 960, 304]
- column-rule: [970, 93, 972, 2365]
- byline-tag: [982, 1376, 1130, 1393]
- byline-khabar: ਖ਼ਬਰ: [1051, 1722, 1070, 1733]
- article-photo: [601, 373, 960, 529]
- byline-khabar: ਖ਼ਬਰ: [1056, 2017, 1074, 2029]
- photo-caption: ਬਲਾਕ ਮੀਤ ਪ੍ਰਧਾਨ ਆਮ ਆਦਮੀ ਪਾਰਟੀ ਅਤੇ ਸਾਬਕਾ ਕੌਂਸਲਰ ਵੱਲੋਂ ਸ਼ਹਿਰ ਵਿੱਚ ਵਿਕਾਸ ਕੰਮਾਂ ਦਾ ਜਾਇਜ਼ਾ ਲੈਂਦੇ ਹੋਏ। ਉਨ੍ਹਾਂ ਕਿਹਾ ਕਿ ਸਰਕਾਰ ਵੱਲੋਂ ਲੋਕਾਂ ਦੀ ਭਲਾਈ ਲਈ ਕੰਮ ਕੀਤੇ ਜਾ ਰਹੇ ਹਨ।: [601, 1709, 960, 1732]
- article-photo: [17, 1836, 336, 2019]
- article-body-continued: ਫਗਵਾੜਾ, 17 ਜੁਲਾਈ (ਹਰਜੋਤ ਸਿੰਘ ਚਾਨਾ)- ਨਸ਼ਿਆਂ ਵਿਰੁੱਧ ਚਲਾਈ ਮੁਹਿੰਮ ਤਹਿਤ ਫਗਵਾੜਾ ਪੁਲਿਸ ਨੇ ਇੱਕ ਮੈਡੀਕਲ ਸਟੋਰ ਵਾਲੇ ਨੂੰ ਨਸ਼ੀਲੀਆਂ ਗੋਲੀਆਂ ਅਤੇ ਡਰੱਗ ਮਨੀ ਸਮੇਤ ਕਾਬੂ ਕੀਤਾ ਹੈ। ਪੁਲਿਸ ਨੇ ਮੁਲਜ਼ਮ ਖ਼ਿਲਾਫ਼ ਐਨਡੀਪੀਐਸ ਐਕਟ ਤਹਿਤ ਮਾਮਲਾ ਦਰਜ ਕਰਕੇ ਅਗਲੇਰੀ ਜਾਂਚ ਸ਼ੁਰੂ ਕਰ ਦਿੱਤੀ ਹੈ। 3 ਨਸ਼ੀਲੇ ਕੈਪਸੂਲ ਅਤੇ 1335 ਨਸ਼ੀਲੀਆਂ ਗੋਲੀਆਂ ਬਰਾਮਦ ਹੋਈਆਂ।: [1414, 1716, 1542, 1859]
- article-body: ਹੁਸ਼ਿਆਰਪੁਰ, 17 ਜੁਲਾਈ (ਪਰਮਿੰਦਰ ਲਾਲ)- ਜ਼ਿਲ੍ਹਾ ਰੈੱਡ ਕਰਾਸ ਸੁਸਾਇਟੀ ਵੱਲੋਂ ਵਿਦਿਆ ਮੰਦਰ ਸਕੂਲ ਵਿਖੇ ਮੁਫ਼ਤ ਮੈਡੀਕਲ ਕੈਂਪ ਲਗਾਇਆ ਗਿਆ। ਕੈਂਪ ਦੌਰਾਨ ਮਾਹਿਰ ਡਾਕਟਰਾਂ ਵੱਲੋਂ ਬੱਚਿਆਂ ਦੀ ਸਿਹਤ ਜਾਂਚ ਕੀਤੀ ਗਈ ਅਤੇ ਮੁਫ਼ਤ ਦਵਾਈਆਂ ਵੰਡੀਆਂ ਗਈਆਂ।: [311, 1417, 580, 1467]
- article-photo: [601, 1474, 960, 1684]
- byline-tag: [601, 247, 748, 265]
- byline-khabar: ਖ਼ਬਰ: [86, 2025, 105, 2037]
- byline-photo: ਫੋਟੋ: [670, 1691, 683, 1702]
- issue-date: ਸ਼ੁੱਕਰਵਾਰ, 18 ਜੁਲਾਈ, 2025: [1276, 44, 1398, 56]
- byline-tag: [17, 1220, 165, 1237]
- byline-tag: [982, 1719, 1130, 1737]
- byline-tag: [601, 1151, 748, 1169]
- byline-tag: [17, 856, 165, 873]
- byline-tag: [601, 1688, 748, 1705]
- byline-tag: [982, 969, 1130, 986]
- article-subheadline: ਮੌਰੀਸ਼ਸ 'ਚ ਬਿਨਾਂ ਆਈਲਟਸ ਜਾਂ ਪੀਟੀਈ ਤੋਂ ਸਟੱਡੀ ਵੀਜ਼ਾ ਪ੍ਰਾਪਤ ਕਰੋ: [987, 1992, 1249, 2003]
- byline-badge: ਪੰਜਾਬ ਟਾਇਮਜ਼: [982, 970, 1047, 985]
- byline-tag: [17, 1583, 165, 1600]
- byline-khabar: ਖ਼ਬਰ: [670, 535, 689, 546]
- page-number: 8: [1486, 36, 1504, 65]
- article-headline: ਨਸ਼ਾ ਮੁਕਤੀ ਯਾਤਰਾ ਨਾਲ ਹੁਣ ਹਰ ਪਿੰਡ, ਹਰ ਸ਼ਹਿਰ ਰਹੇਗਾ ਨਸ਼ਾ ਮੁਕਤ : ਲਾਲਜੀਤ ਸਿੰਘ ਭੁੱਲਰ: [601, 888, 949, 927]
- article-photo: [17, 735, 227, 852]
- article-headline: ਫੁੱਲਾਂ ਦੀ ਕਾਸ਼ਤ ਵਿੱਤੀ ਮਜ਼ਬੂਤੀ ਦਾ ਵਧੀਆ ਸਾਧਨ: ਜਗਦੀਪ ਸਿੰਘ: [17, 1789, 422, 1808]
- photo-credit: ਫੋਟੋ ਅਤੇ ਵੇਰਵਾ - ਸੁਰਿੰਦਰ ਸਿੰਘ ਮੰਡੀ ਮੁੱਲਾਂਪੁਰ: [731, 1755, 877, 1765]
- byline-khabar: ਖ਼ਬਰ: [1051, 141, 1070, 152]
- article-headline: ਸੂਬੇ ਦੇ ਪੇਂਡੂ ਅਤੇ ਪਛੜੇ ਇਲਾਕਿਆਂ 'ਚ ਸੜਕਾਂ ਦੇ ਬੁਨਿਆਦੀ ਢਾਂਚੇ ਨੂੰ ਮਜ਼ਬੂਤ ਕਰ ਰਹੀ ਹੈ ਪੰਜਾਬ ਸਰਕਾਰ : ਡਾ. ਰਵਜੋਤ ਸਿੰਘ: [17, 993, 560, 1034]
- article-headline: ਸਮਾਜ ਸੇਵੀ ਸੰਸਥਾ ਅਰਪਨ ਸੰਸਥਾ ਨੇ ਕਟਿੰਗ ਟੇਲਰਿੰਗ ਸਿਖਲਾਈ ਸੈਂਟਰ ਖੋਲ੍ਹਿਆ: [982, 931, 1460, 949]
- article-headline: ਆਲ ਸਕੂਲ ਪੇਰੈਂਟਸ ਐਸੋਸੀਏਸ਼ਨ ਵੱਲੋਂ ਜ਼ਰੂਰਤਮੰਦ ਸਕੂਲੀ ਬੱਚਿਆਂ ਨੂੰ ਦਿੱਤੀਆਂ ਕਾਪੀਆਂ: [17, 705, 527, 724]
- article-body-continued: ਹੁਸ਼ਿਆਰਪੁਰ, 17 ਜੁਲਾਈ (ਪਰਮਿੰਦਰ ਲਾਲ)- ਜ਼ਿਲ੍ਹਾ ਰੈੱਡ ਕਰਾਸ ਸੁਸਾਇਟੀ ਵੱਲੋਂ ਵਿਦਿਆ ਮੰਦਰ ਸਕੂਲ ਵਿਖੇ ਮੁਫ਼ਤ ਮੈਡੀਕਲ ਕੈਂਪ ਲਗਾਇਆ ਗਿਆ। ਕੈਂਪ ਦੌਰਾਨ ਮਾਹਿਰ ਡਾਕਟਰਾਂ ਵੱਲੋਂ ਬੱਚਿਆਂ ਦੀ ਸਿਹਤ ਜਾਂਚ ਕੀਤੀ ਗਈ ਅਤੇ ਮੁਫ਼ਤ ਦਵਾਈਆਂ ਵੰਡੀਆਂ ਗਈਆਂ।: [17, 1604, 540, 1628]
- byline-khabar: ਖ਼ਬਰ: [670, 2036, 689, 2048]
- byline-badge: ਪੰਜਾਬ ਟਾਇਮਜ਼: [982, 140, 1047, 155]
- byline-photo: ਫੋਟੋ: [670, 250, 683, 261]
- article-body: ਬਾਬਾ ਬਕਾਲਾ ਸਾਹਿਬ, 17 ਜੁਲਾਈ (ਦਲਜੀਤ ਸਿੰਘ)- ਦਸਮੇਸ਼ ਵਿਦਿਅਕ ਸੰਸਥਾਵਾਂ ਬਾਬਾ ਬਕਾਲਾ ਸਾਹਿਬ ਅਤੇ ਦਸਮੇਸ਼ ਵਿਦਿਅਕ ਸੰਸਥਾਵਾਂ ਮਹਿਤਾ ਦੇ ਸਾਬਕਾ ਚੇਅਰਮੈਨ ਸਰਦਾਰ ਅਨੂਜੀਤ ਸਿੰਘ ਵਾਲੀਆ ਜੀ ਨਮਿਤ ਅਖੰਡ ਪਾਠ ਸਾਹਿਬ ਦੇ ਭੋਗ ਪਾਏ ਗਏ। ਇਸ ਮੌਕੇ ਰਾਗੀ ਜਥਿਆਂ ਵੱਲੋਂ ਵੈਰਾਗਮਈ ਕੀਰਤਨ ਕੀਤਾ ਗਿਆ ਅਤੇ ਵੱਖ-ਵੱਖ ਧਾਰਮਿਕ, ਸਮਾਜਿਕ ਤੇ ਰਾਜਨੀਤਕ ਸ਼ਖ਼ਸੀਅਤਾਂ ਨੇ ਸ਼ਰਧਾਂਜਲੀ ਭੇਟ ਕੀਤੀ। ਬੁਲਾਰਿਆਂ ਨੇ ਕਿਹਾ ਕਿ ਸਰਦਾਰ ਅਨੂਜੀਤ ਸਿੰਘ ਵਾਲੀਆ ਨੇ ਸਿੱਖਿਆ ਦੇ ਖੇਤਰ ਵਿੱਚ ਵੱਡਮੁੱਲਾ ਯੋਗਦਾਨ ਪਾਇਆ। ਉਨ੍ਹਾਂ ਦੇ ਅਕਾਲ ਚਲਾਣੇ ਨਾਲ ਇਲਾਕੇ ਨੂੰ ਕਦੇ ਨਾ ਪੂਰਾ ਹੋਣ ਵਾਲਾ ਘਾਟਾ ਪਿਆ ਹੈ। ਇਸ ਮੌਕੇ ਸਕੂਲ ਦੇ ਪ੍ਰਿੰਸੀਪਲ, ਸਟਾਫ਼ ਅਤੇ ਵਿਦਿਆਰਥੀਆਂ ਨੇ ਵੀ ਸ਼ਰਧਾ ਦੇ ਫੁੱਲ ਭੇਟ ਕੀਤੇ।: [982, 160, 1196, 303]
- byline-badge: ਪੰਜਾਬ ਟਾਇਮਜ਼: [601, 534, 666, 549]
- footer-cmyk-left: C K: [17, 2361, 32, 2370]
- byline-khabar: ਖ਼ਬਰ: [86, 1222, 105, 1234]
- byline-badge: ਪੰਜਾਬ ਟਾਇਮਜ਼: [17, 857, 82, 872]
- article-headline: ਮੌਰੀਸ਼ਸ ਭਾਰਤੀ ਵਿਦਿਆਰਥੀਆਂ ਲਈ ਉੱਭਰਦੀ ਹੋਈ ਵਿਦੇਸ਼ੀ ਸਿੱਖਿਆ ਦੀ ਮੰਜ਼ਿਲ: [987, 1965, 1443, 1983]
